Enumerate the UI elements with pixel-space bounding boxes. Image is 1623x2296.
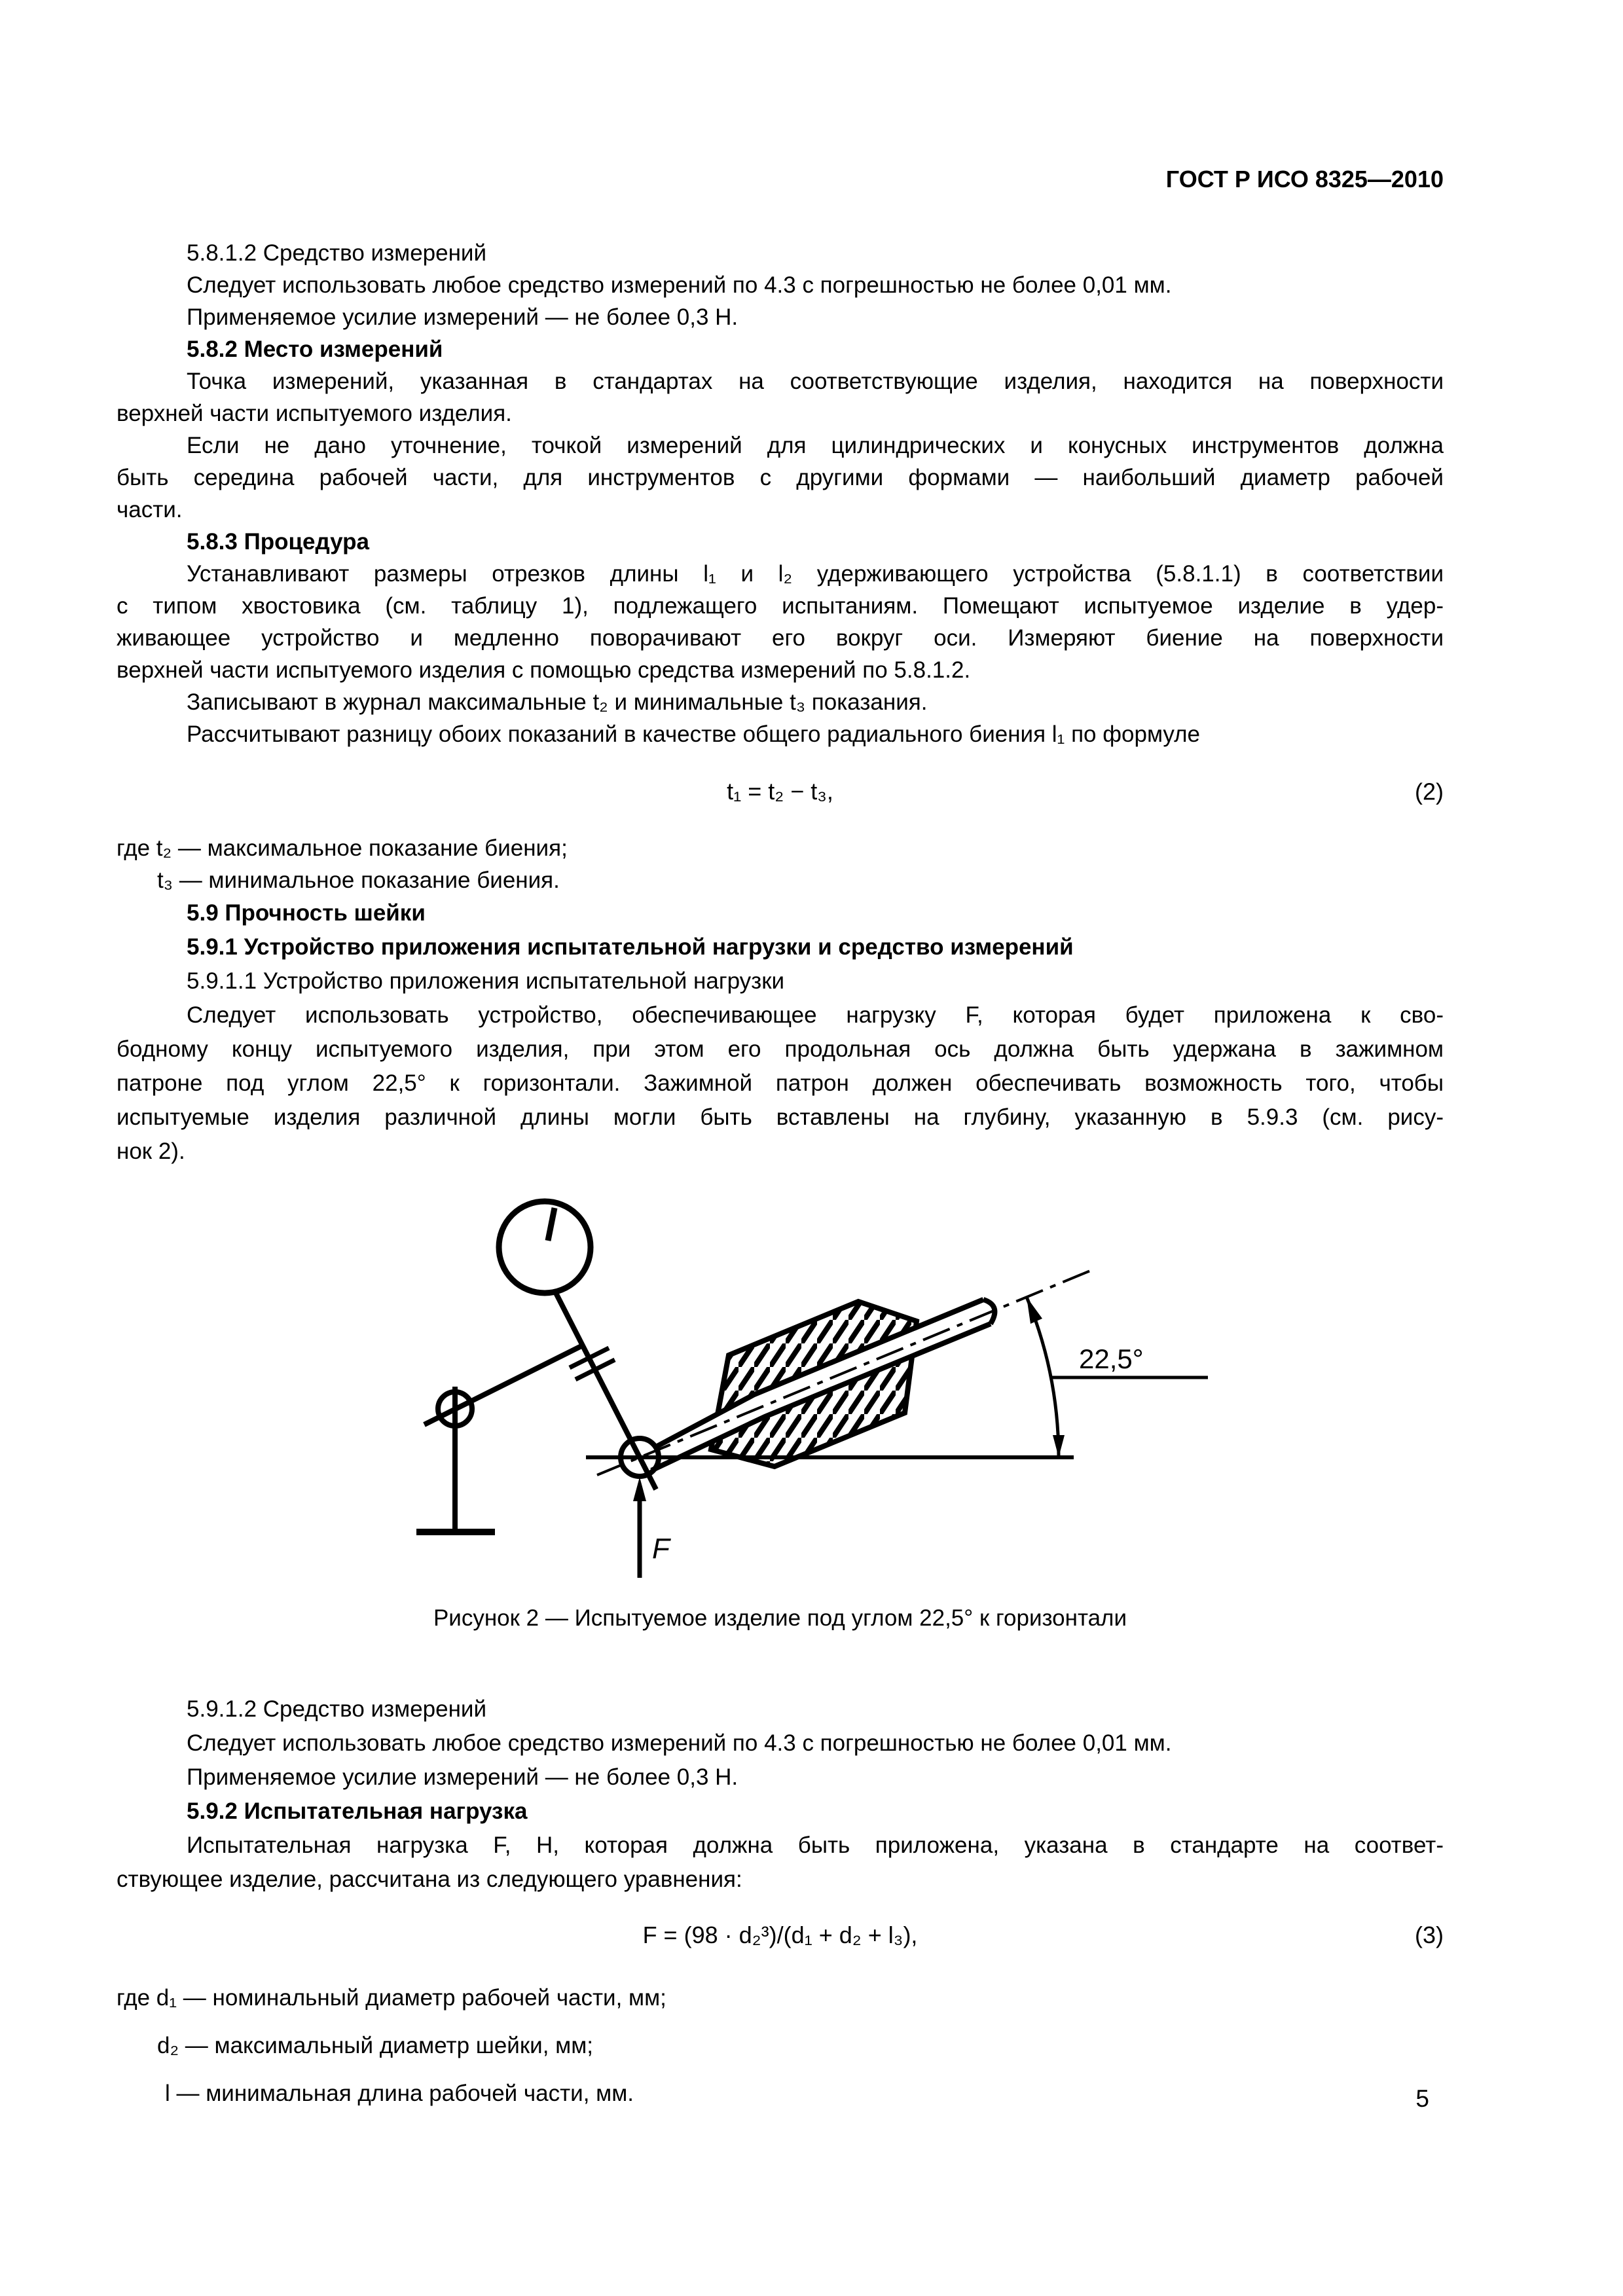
- formula-2-number: (2): [1415, 778, 1444, 805]
- formula-2: [117, 750, 1444, 832]
- para-line: верхней части испытуемого изделия.: [117, 401, 512, 426]
- para-line: испытуемые изделия различной длины могли быть вставлены на глубину, указанную в 5.9.3 (см. рису-: [117, 1104, 1444, 1130]
- para-line: патроне под углом 22,5° к горизонтали. Зажимной патрон должен обеспечивать возможность того, чтобы: [117, 1070, 1444, 1096]
- dial-gauge-stem: [555, 1292, 656, 1489]
- para-line: Рассчитывают разницу обоих показаний в качестве общего радиального биения l₁ по формуле: [187, 721, 1201, 747]
- angle-arc-arrow-bottom: [1053, 1435, 1065, 1457]
- where-line: где t₂ — максимальное показание биения;: [117, 835, 568, 861]
- dial-gauge-icon: [499, 1201, 591, 1293]
- para-line: бодному концу испытуемого изделия, при этом его продольная ось должна быть удержана в зажимном: [117, 1036, 1444, 1062]
- heading-5-9: 5.9 Прочность шейки: [187, 900, 426, 926]
- para-line: нок 2).: [117, 1139, 185, 1164]
- where-line: d₂ — максимальный диаметр шейки, мм;: [157, 2033, 594, 2058]
- para-line: Следует использовать любое средство измерений по 4.3 с погрешностью не более 0,01 мм.: [187, 272, 1172, 298]
- force-arrow-head: [633, 1477, 646, 1501]
- heading-5-9-1-1: 5.9.1.1 Устройство приложения испытательной нагрузки: [187, 968, 785, 994]
- page-header-standard-number: ГОСТ Р ИСО 8325—2010: [1165, 166, 1444, 192]
- figure-2-drawing: [393, 1178, 1257, 1597]
- heading-5-8-3: 5.8.3 Процедура: [187, 529, 369, 555]
- upper-text-block: [117, 237, 1444, 1169]
- para-line: с типом хвостовика (см. таблицу 1), подлежащего испытаниям. Помещают испытуемое изделие в удер-: [117, 593, 1444, 619]
- where-line: t₃ — минимальное показание биения.: [157, 867, 560, 893]
- formula-3: [117, 1897, 1444, 1974]
- where-line: где d₁ — номинальный диаметр рабочей части, мм;: [117, 1985, 666, 2011]
- page-number: 5: [1415, 2085, 1429, 2112]
- para-line: Применяемое усилие измерений — не более 0,3 Н.: [187, 304, 739, 330]
- para-line: ствующее изделие, рассчитана из следующего уравнения:: [117, 1867, 742, 1892]
- para-line: верхней части испытуемого изделия с помощью средства измерений по 5.8.1.2.: [117, 657, 971, 683]
- para-line: Испытательная нагрузка F, Н, которая должна быть приложена, указана в стандарте на соответ-: [187, 1832, 1444, 1858]
- para-line: Применяемое усилие измерений — не более 0,3 Н.: [187, 1764, 739, 1790]
- para-line: Точка измерений, указанная в стандартах на соответствующие изделия, находится на поверхности: [187, 369, 1444, 394]
- figure-2-caption: Рисунок 2 — Испытуемое изделие под углом 22,5° к горизонтали: [433, 1605, 1127, 1631]
- para-line: быть середина рабочей части, для инструментов с другими формами — наибольший диаметр рабочей: [117, 465, 1444, 490]
- formula-3-number: (3): [1415, 1922, 1444, 1948]
- heading-5-9-1: 5.9.1 Устройство приложения испытательной нагрузки и средство измерений: [187, 934, 1074, 960]
- stand-arm: [424, 1345, 583, 1425]
- para-line: живающее устройство и медленно поворачивают его вокруг оси. Измеряют биение на поверхности: [117, 625, 1444, 651]
- para-line: Следует использовать устройство, обеспечивающее нагрузку F, которая будет приложена к сво-: [187, 1002, 1444, 1028]
- force-label: F: [652, 1533, 670, 1565]
- para-line: части.: [117, 497, 183, 522]
- where-line: l — минимальная длина рабочей части, мм.: [165, 2081, 634, 2106]
- para-line: Записывают в журнал максимальные t₂ и минимальные t₃ показания.: [187, 689, 928, 715]
- angle-label: 22,5°: [1079, 1343, 1144, 1374]
- formula-3-expression: F = (98 · d₂³)/(d₁ + d₂ + l₃),: [642, 1922, 918, 1948]
- heading-5-8-2: 5.8.2 Место измерений: [187, 337, 443, 362]
- section-5-9-block: [117, 896, 1444, 1169]
- formula-2-expression: t₁ = t₂ − t₃,: [727, 778, 833, 805]
- angle-arc-arrow-top: [1027, 1297, 1042, 1324]
- heading-5-9-2: 5.9.2 Испытательная нагрузка: [187, 1798, 528, 1824]
- para-line: Следует использовать любое средство измерений по 4.3 с погрешностью не более 0,01 мм.: [187, 1730, 1172, 1756]
- para-line: Устанавливают размеры отрезков длины l₁ и l₂ удерживающего устройства (5.8.1.1) в соответствии: [187, 561, 1444, 587]
- dial-gauge-needle: [548, 1208, 555, 1241]
- heading-5-9-1-2: 5.9.1.2 Средство измерений: [187, 1696, 487, 1722]
- lower-text-block: [117, 1692, 1444, 2117]
- heading-5-8-1-2: 5.8.1.2 Средство измерений: [187, 240, 487, 266]
- para-line: Если не дано уточнение, точкой измерений для цилиндрических и конусных инструментов должна: [187, 433, 1444, 458]
